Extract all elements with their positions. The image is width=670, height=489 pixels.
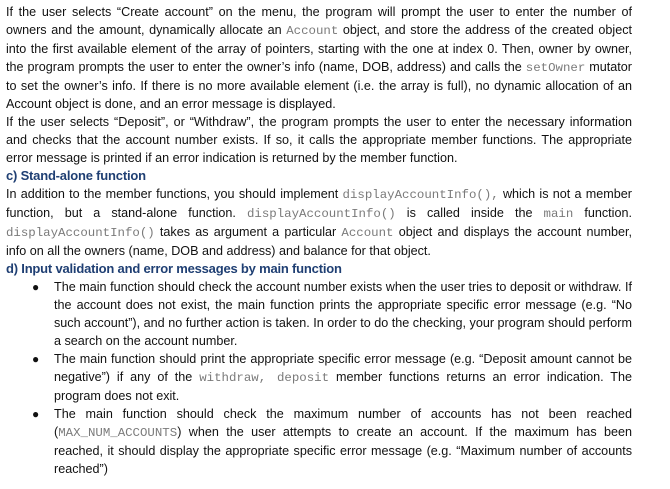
text-run: ) when the user attempts to create an account. If the maximum has been reached, it should display the appropriate specific error message (e.g. “Maximum number of accounts reached”) xyxy=(54,425,632,476)
text-run: member functions returns an error indication. The program does not exit. xyxy=(54,370,633,403)
text-run: The main function should check the maximum number of accounts has not been reached ( xyxy=(54,407,632,439)
text-run: The main function should check the account number exists when the user tries to deposit or withdraw. If the account does not exist, the main function prints the appropriate specific error message (e.g. “No such account”), and no further action is taken. In order to do the checking, your program should perform a search on the account number. xyxy=(54,280,632,348)
text-run: mutator to set the owner’s info. If there is no more available element (i.e. the array is full), no dynamic allocation of an Account object is done, and an error message is displayed. xyxy=(6,60,632,111)
bullet-icon: ● xyxy=(32,280,40,294)
list-item xyxy=(6,278,632,350)
document-body xyxy=(6,3,632,478)
list-item xyxy=(6,350,632,405)
bullet-icon: ● xyxy=(32,407,40,421)
text-run: The main function should print the appropriate specific error message (e.g. “Deposit amount cannot be negative”) if any of the xyxy=(54,352,632,384)
text-run: If the user selects “Create account” on the menu, the program will prompt the user to enter the number of owners and the amount, dynamically allocate an xyxy=(6,5,632,37)
validation-bullet-list xyxy=(6,278,632,478)
list-item xyxy=(6,405,632,478)
text-run: function. xyxy=(573,206,632,220)
bullet-icon: ● xyxy=(32,352,40,366)
text-run: takes as argument a particular xyxy=(154,225,342,239)
code-account: Account xyxy=(341,226,394,240)
text-run: object and displays the account number, info on all the owners (name, DOB and address) and balance for that object. xyxy=(6,225,633,258)
code-displayaccountinfo: displayAccountInfo() xyxy=(6,226,155,240)
deposit-withdraw-paragraph xyxy=(6,113,632,167)
text-run: object, and store the address of the created object into the first available element of the array of pointers, starting with the one at index 0. Then, owner by owner, the program prompts the user to enter the owner’s info (name, DOB, address) and calls the xyxy=(6,23,632,74)
text-run: In addition to the member functions, you should implement xyxy=(6,187,343,201)
text-run: If the user selects “Deposit”, or “Withdraw”, the program prompts the user to enter the necessary information and checks that the account number exists. If so, it calls the appropriate member functions. The appropriate error message is printed if an error indication is returned by the member function. xyxy=(6,115,632,165)
code-displayaccountinfo: displayAccountInfo() xyxy=(246,207,396,221)
code-max-num-accounts: MAX_NUM_ACCOUNTS xyxy=(58,426,178,440)
code-setowner: setOwner xyxy=(525,61,586,75)
create-account-paragraph xyxy=(6,3,632,113)
code-displayaccountinfo: displayAccountInfo(), xyxy=(342,188,499,202)
text-run: is called inside the xyxy=(395,206,544,220)
section-heading-d: d) Input validation and error messages by main function xyxy=(6,261,342,276)
code-withdraw-deposit: withdraw, deposit xyxy=(199,371,330,385)
text-run: which is not a member function, but a stand-alone function. xyxy=(6,187,632,220)
code-main: main xyxy=(543,207,574,221)
code-account: Account xyxy=(286,24,339,38)
section-heading-c: c) Stand-alone function xyxy=(6,168,146,183)
standalone-function-paragraph xyxy=(6,185,632,260)
